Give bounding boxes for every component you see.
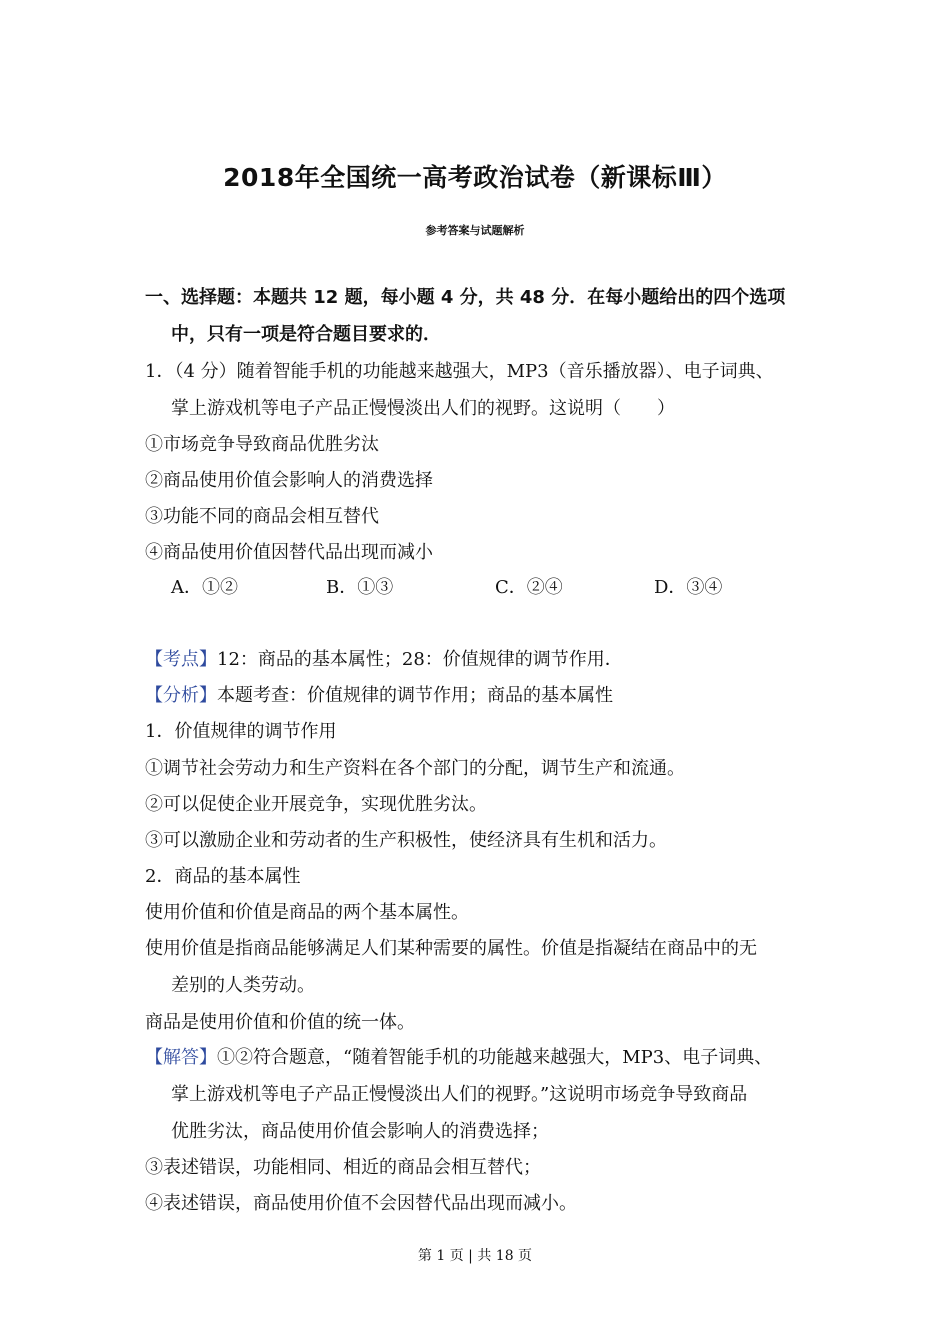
option-d: D．③④: [654, 577, 723, 598]
fenxi-line: [145, 685, 613, 707]
statement-2: ②商品使用价值会影响人的消费选择: [145, 470, 433, 491]
document-subtitle: 参考答案与试题解析: [425, 224, 525, 237]
statement-1: ①市场竞争导致商品优胜劣汰: [145, 434, 379, 455]
page-footer: 第 1 页 | 共 18 页: [417, 1248, 533, 1264]
jieda-text-cont: ④表述错误，商品使用价值不会因替代品出现而减小。: [145, 1193, 577, 1214]
statement-3: ③功能不同的商品会相互替代: [145, 506, 379, 527]
option-b: B．①③: [326, 577, 394, 598]
kaodian-line: [145, 649, 623, 671]
jieda-text-cont: ③表述错误，功能相同、相近的商品会相互替代；: [145, 1157, 541, 1178]
question-stem: 1．（4 分）随着智能手机的功能越来越强大，MP3（音乐播放器）、电子词典、: [145, 361, 774, 382]
fenxi-item: 2．商品的基本属性: [145, 866, 301, 887]
fenxi-item: ②可以促使企业开展竞争，实现优胜劣汰。: [145, 794, 487, 815]
fenxi-item: 1．价值规律的调节作用: [145, 721, 337, 742]
fenxi-item: 商品是使用价值和价值的统一体。: [145, 1012, 415, 1033]
kaodian-tag: 【考点】: [145, 649, 217, 670]
option-a: A．①②: [171, 577, 238, 598]
kaodian-text: 12：商品的基本属性；28：价值规律的调节作用．: [217, 649, 623, 670]
fenxi-item: 差别的人类劳动。: [171, 975, 315, 996]
question-stem-cont: 掌上游戏机等电子产品正慢慢淡出人们的视野。这说明（ ）: [171, 398, 675, 419]
document-title: 2018年全国统一高考政治试卷（新课标Ⅲ）: [223, 163, 727, 192]
fenxi-tag: 【分析】: [145, 685, 217, 706]
jieda-text-cont: 掌上游戏机等电子产品正慢慢淡出人们的视野。”这说明市场竞争导致商品: [171, 1084, 748, 1105]
fenxi-item: ①调节社会劳动力和生产资料在各个部门的分配，调节生产和流通。: [145, 758, 685, 779]
fenxi-item: 使用价值是指商品能够满足人们某种需要的属性。价值是指凝结在商品中的无: [145, 938, 757, 959]
jieda-text-cont: 优胜劣汰，商品使用价值会影响人的消费选择；: [171, 1121, 549, 1142]
fenxi-item: 使用价值和价值是商品的两个基本属性。: [145, 902, 469, 923]
section-heading-cont: 中，只有一项是符合题目要求的．: [171, 324, 441, 345]
fenxi-text: 本题考查：价值规律的调节作用；商品的基本属性: [217, 685, 613, 706]
fenxi-item: ③可以激励企业和劳动者的生产积极性，使经济具有生机和活力。: [145, 830, 667, 851]
section-heading: 一、选择题：本题共 12 题，每小题 4 分，共 48 分．在每小题给出的四个选项: [145, 287, 786, 308]
option-c: C．②④: [495, 577, 563, 598]
jieda-tag: 【解答】: [145, 1047, 217, 1068]
statement-4: ④商品使用价值因替代品出现而减小: [145, 542, 433, 563]
jieda-text: ①②符合题意，“随着智能手机的功能越来越强大，MP3、电子词典、: [217, 1047, 773, 1068]
jieda-line: [145, 1047, 772, 1069]
